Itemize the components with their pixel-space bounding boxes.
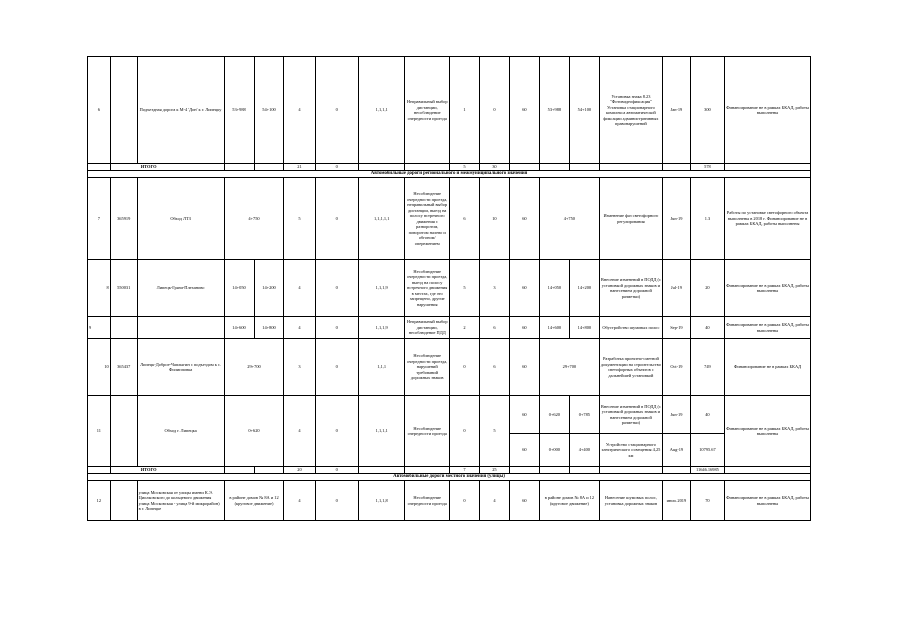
cost: 70 bbox=[690, 481, 724, 521]
row-number: 10 bbox=[88, 339, 111, 396]
total-cost: 11646.16985 bbox=[690, 467, 724, 474]
section-range: 4+750 bbox=[539, 178, 599, 260]
speed-limit: 60 bbox=[509, 317, 539, 339]
classification: 1,1,1 bbox=[358, 339, 405, 396]
road-name: Подъездная дорога к М-4 'Дон' к г. Липецку bbox=[137, 57, 224, 164]
date: Jun-19 bbox=[662, 178, 690, 260]
table-row bbox=[88, 317, 811, 339]
classification: 1,1,1,1,1 bbox=[358, 178, 405, 260]
section-title: Автомобильные дороги регионального и межмуниципального значения bbox=[88, 171, 811, 178]
date: Oct-19 bbox=[662, 339, 690, 396]
value-b: 0 bbox=[479, 57, 509, 164]
section-from: 14+050 bbox=[539, 260, 569, 317]
total-row bbox=[88, 164, 811, 171]
value-a: 0 bbox=[449, 396, 479, 467]
value-a: 2 bbox=[449, 317, 479, 339]
speed-limit: 60 bbox=[509, 57, 539, 164]
speed-limit: 60 bbox=[509, 481, 539, 521]
section-to: 54+100 bbox=[569, 57, 599, 164]
road-name: Обход г. Липецка bbox=[137, 396, 224, 467]
financing: Работы по установке светофорного объекта выполнены в 2018 г. Финансирование не в рамках БКАД, работы выполнены bbox=[725, 178, 811, 260]
date: июль 2019 bbox=[662, 481, 690, 521]
section-to: 14+800 bbox=[569, 317, 599, 339]
cost: 749 bbox=[690, 339, 724, 396]
road-name: Липецк-Грязи-Плеханово bbox=[137, 260, 224, 317]
value-a: 1 bbox=[449, 57, 479, 164]
value-a: 0 bbox=[449, 481, 479, 521]
section-range: 29+700 bbox=[539, 339, 599, 396]
classification: 1,1,1,1 bbox=[358, 57, 405, 164]
measure: Разработка проектно-сметной документации на строительство светофорных объектов с дальнейшей установкой bbox=[599, 339, 662, 396]
road-name: улица Московская от улицы имени К.Э. Циолковского до кольцевого движения улица Московская - улица 9-й микрорайон) в г. Липецке bbox=[137, 481, 224, 521]
speed-limit: 60 bbox=[509, 434, 539, 467]
accident-cause: Несоблюдение очередности проезда, нарушений требований дорожных знаков bbox=[405, 339, 449, 396]
measure: Внесение изменений в ПОДД (с установкой дорожных знаков и нанесением дорожной разметки) bbox=[599, 260, 662, 317]
value-a: 5 bbox=[449, 260, 479, 317]
total-zero: 0 bbox=[315, 164, 358, 171]
km-to: 14+800 bbox=[254, 317, 284, 339]
accident-cause: Неправильный выбор дистанции, несоблюдение ПДД bbox=[405, 317, 449, 339]
date: Jun-19 bbox=[662, 396, 690, 434]
zero-count: 0 bbox=[315, 317, 358, 339]
total-cost: 578 bbox=[690, 164, 724, 171]
classification: 1,1,1,9 bbox=[358, 317, 405, 339]
measure: Устройство стационарного электрического освещения 4,25 км bbox=[599, 434, 662, 467]
date: Jul-19 bbox=[662, 260, 690, 317]
road-code bbox=[110, 57, 137, 164]
accident-cause: Несоблюдение очередности проезда bbox=[405, 396, 449, 467]
financing: Финансирование не в рамках БКАД, работы выполнены bbox=[725, 317, 811, 339]
row-number: 11 bbox=[88, 396, 111, 467]
road-code: 365919 bbox=[110, 178, 137, 260]
section-title: Автомобильные дороги местного значения (улицы) bbox=[88, 474, 811, 481]
financing: Финансирование не в рамках БКАД, работы выполнены bbox=[725, 260, 811, 317]
financing: Финансирование не в рамках БКАД, работы выполнены bbox=[725, 396, 811, 467]
value-b: 5 bbox=[479, 396, 509, 467]
accident-cause: Несоблюдение очередности проезда, выезд на полосу встречного движения в местах, где это запрещено, другие нарушения bbox=[405, 260, 449, 317]
total-lanes: 21 bbox=[284, 164, 315, 171]
km-range: 0+620 bbox=[224, 396, 284, 467]
road-code: 365437 bbox=[110, 339, 137, 396]
total-a: 5 bbox=[449, 164, 479, 171]
lanes-count: 3 bbox=[284, 339, 315, 396]
km-to: 54+100 bbox=[254, 57, 284, 164]
cost: 20 bbox=[690, 260, 724, 317]
total-row bbox=[88, 467, 811, 474]
km-range: в районе домов № 8А и 12 (круговое движение) bbox=[224, 481, 284, 521]
row-number: 6 bbox=[88, 57, 111, 164]
lanes-count: 4 bbox=[284, 481, 315, 521]
zero-count: 0 bbox=[315, 57, 358, 164]
total-zero: 0 bbox=[315, 467, 358, 474]
lanes-count: 5 bbox=[284, 178, 315, 260]
km-from: 53+988 bbox=[224, 57, 254, 164]
section-from: 0+000 bbox=[539, 434, 569, 467]
km-from: 14+600 bbox=[224, 317, 254, 339]
total-lanes: 20 bbox=[284, 467, 315, 474]
table-row bbox=[88, 178, 811, 260]
measure: Изменение фаз светофорного регулирования bbox=[599, 178, 662, 260]
classification: 1,1,1,8 bbox=[358, 481, 405, 521]
value-b: 10 bbox=[479, 178, 509, 260]
date: Sep-19 bbox=[662, 317, 690, 339]
safety-measures-table bbox=[87, 56, 811, 521]
measure: Обустройство шумовых полос bbox=[599, 317, 662, 339]
km-from: 14+050 bbox=[224, 260, 254, 317]
zero-count: 0 bbox=[315, 339, 358, 396]
row-number: 8 bbox=[88, 260, 111, 317]
cost: 300 bbox=[690, 57, 724, 164]
classification: 1,1,1,9 bbox=[358, 260, 405, 317]
total-a: 7 bbox=[449, 467, 479, 474]
section-to: 14+200 bbox=[569, 260, 599, 317]
section-to: 4+400 bbox=[569, 434, 599, 467]
accident-cause: Несоблюдение очередности проезда, неправильный выбор дистанции, выезд на полосу встречного движения с разворотом, поворотом налево и обгоном/опережением bbox=[405, 178, 449, 260]
table-row bbox=[88, 260, 811, 317]
zero-count: 0 bbox=[315, 260, 358, 317]
date: Jan-19 bbox=[662, 57, 690, 164]
total-b: 25 bbox=[479, 467, 509, 474]
value-b: 6 bbox=[479, 339, 509, 396]
table-row bbox=[88, 339, 811, 396]
row-number: 7 bbox=[88, 178, 111, 260]
zero-count: 0 bbox=[315, 481, 358, 521]
accident-cause: Несоблюдение очередности проезда bbox=[405, 481, 449, 521]
road-name: Липецк-Доброе-Чаплыгин с подъездом к с. Филипповка bbox=[137, 339, 224, 396]
lanes-count: 4 bbox=[284, 57, 315, 164]
section-from: 0+620 bbox=[539, 396, 569, 434]
section-header bbox=[88, 474, 811, 481]
road-name: Обход ЛТЗ bbox=[137, 178, 224, 260]
accident-cause: Неправильный выбор дистанции, несоблюдение очередности проезда bbox=[405, 57, 449, 164]
classification: 1,1,1,1 bbox=[358, 396, 405, 467]
row-number: 9 bbox=[88, 317, 111, 339]
km-range: 4+750 bbox=[224, 178, 284, 260]
lanes-count: 4 bbox=[284, 317, 315, 339]
lanes-count: 4 bbox=[284, 396, 315, 467]
total-label: ИТОГО bbox=[110, 164, 224, 171]
value-b: 3 bbox=[479, 260, 509, 317]
km-to: 14+200 bbox=[254, 260, 284, 317]
total-label: ИТОГО bbox=[110, 467, 224, 474]
date: Aug-19 bbox=[662, 434, 690, 467]
speed-limit: 60 bbox=[509, 339, 539, 396]
financing: Финансирование не в рамках БКАД, работы выполнены bbox=[725, 481, 811, 521]
table-row bbox=[88, 57, 811, 164]
cost: 40 bbox=[690, 396, 724, 434]
zero-count: 0 bbox=[315, 178, 358, 260]
lanes-count: 4 bbox=[284, 260, 315, 317]
speed-limit: 60 bbox=[509, 396, 539, 434]
measure: Внесение изменений в ПОДД (с установкой дорожных знаков и нанесением дорожной разметки) bbox=[599, 396, 662, 434]
cost: 1.3 bbox=[690, 178, 724, 260]
section-range: в районе домов № 8А и 12 (круговое движение) bbox=[539, 481, 599, 521]
cost: 40 bbox=[690, 317, 724, 339]
section-header bbox=[88, 171, 811, 178]
speed-limit: 60 bbox=[509, 260, 539, 317]
table-row bbox=[88, 481, 811, 521]
total-b: 30 bbox=[479, 164, 509, 171]
financing: Финансирование не в рамках БКАД, работы выполнены bbox=[725, 57, 811, 164]
section-to: 0+785 bbox=[569, 396, 599, 434]
cost: 10795.67 bbox=[690, 434, 724, 467]
speed-limit: 60 bbox=[509, 178, 539, 260]
value-a: 0 bbox=[449, 339, 479, 396]
value-b: 4 bbox=[479, 481, 509, 521]
table-row bbox=[88, 396, 811, 434]
value-a: 6 bbox=[449, 178, 479, 260]
section-from: 53+988 bbox=[539, 57, 569, 164]
measure: Нанесение шумовых полос, установка дорожных знаков bbox=[599, 481, 662, 521]
value-b: 6 bbox=[479, 317, 509, 339]
km-range: 29+700 bbox=[224, 339, 284, 396]
section-from: 14+600 bbox=[539, 317, 569, 339]
row-number: 12 bbox=[88, 481, 111, 521]
measure: Установка знака 8.23 "Фотовидеофиксация" Установка стационарного комплекса автоматической фиксации административных правонарушений bbox=[599, 57, 662, 164]
road-code: 550031 bbox=[110, 260, 137, 317]
zero-count: 0 bbox=[315, 396, 358, 467]
financing: Финансирование не в рамках БКАД bbox=[725, 339, 811, 396]
